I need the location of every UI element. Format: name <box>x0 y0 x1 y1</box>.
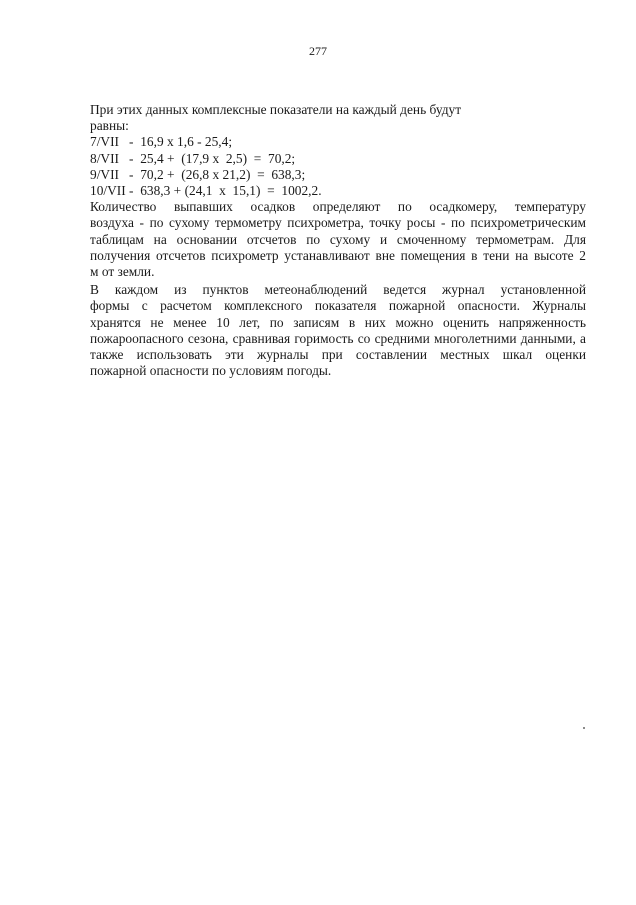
formula-line: 8/VII - 25,4 + (17,9 х 2,5) = 70,2; <box>90 150 296 166</box>
paragraph-2 <box>90 282 586 379</box>
text-line: получения отсчетов психрометр устанавливают вне помещения в тени на высоте 2 <box>90 247 586 263</box>
text-line: пожарной опасности по условиям погоды. <box>90 363 332 379</box>
text-line: формы с расчетом комплексного показателя пожарной опасности. Журналы <box>90 298 586 314</box>
text-line: В каждом из пунктов метеонаблюдений ведется журнал установленной <box>90 282 586 298</box>
paragraph-1 <box>90 199 586 280</box>
page-text <box>90 102 586 379</box>
text-line: Количество выпавших осадков определяют по осадкомеру, температуру <box>90 199 586 215</box>
text-line: хранятся не менее 10 лет, по записям в них можно оценить напряженность <box>90 314 586 330</box>
page-number: 277 <box>309 44 327 58</box>
formula-line: 9/VII - 70,2 + (26,8 х 21,2) = 638,3; <box>90 166 306 182</box>
text-line: пожароопасного сезона, сравнивая горимость со средними многолетними данными, а <box>90 330 586 346</box>
intro-line: При этих данных комплексные показатели на каждый день будут <box>90 102 462 117</box>
intro-line: равны: <box>90 118 129 134</box>
scan-speck <box>583 727 585 729</box>
formula-line: 10/VII - 638,3 + (24,1 х 15,1) = 1002,2. <box>90 183 322 199</box>
formula-line: 7/VII - 16,9 х 1,6 - 25,4; <box>90 134 233 150</box>
text-line: таблицам на основании отсчетов по сухому и смоченному термометрам. Для <box>90 231 586 247</box>
text-line: воздуха - по сухому термометру психрометра, точку росы - по психрометрическим <box>90 215 586 231</box>
text-line: также использовать эти журналы при составлении местных шкал оценки <box>90 347 586 363</box>
text-line: м от земли. <box>90 264 155 280</box>
